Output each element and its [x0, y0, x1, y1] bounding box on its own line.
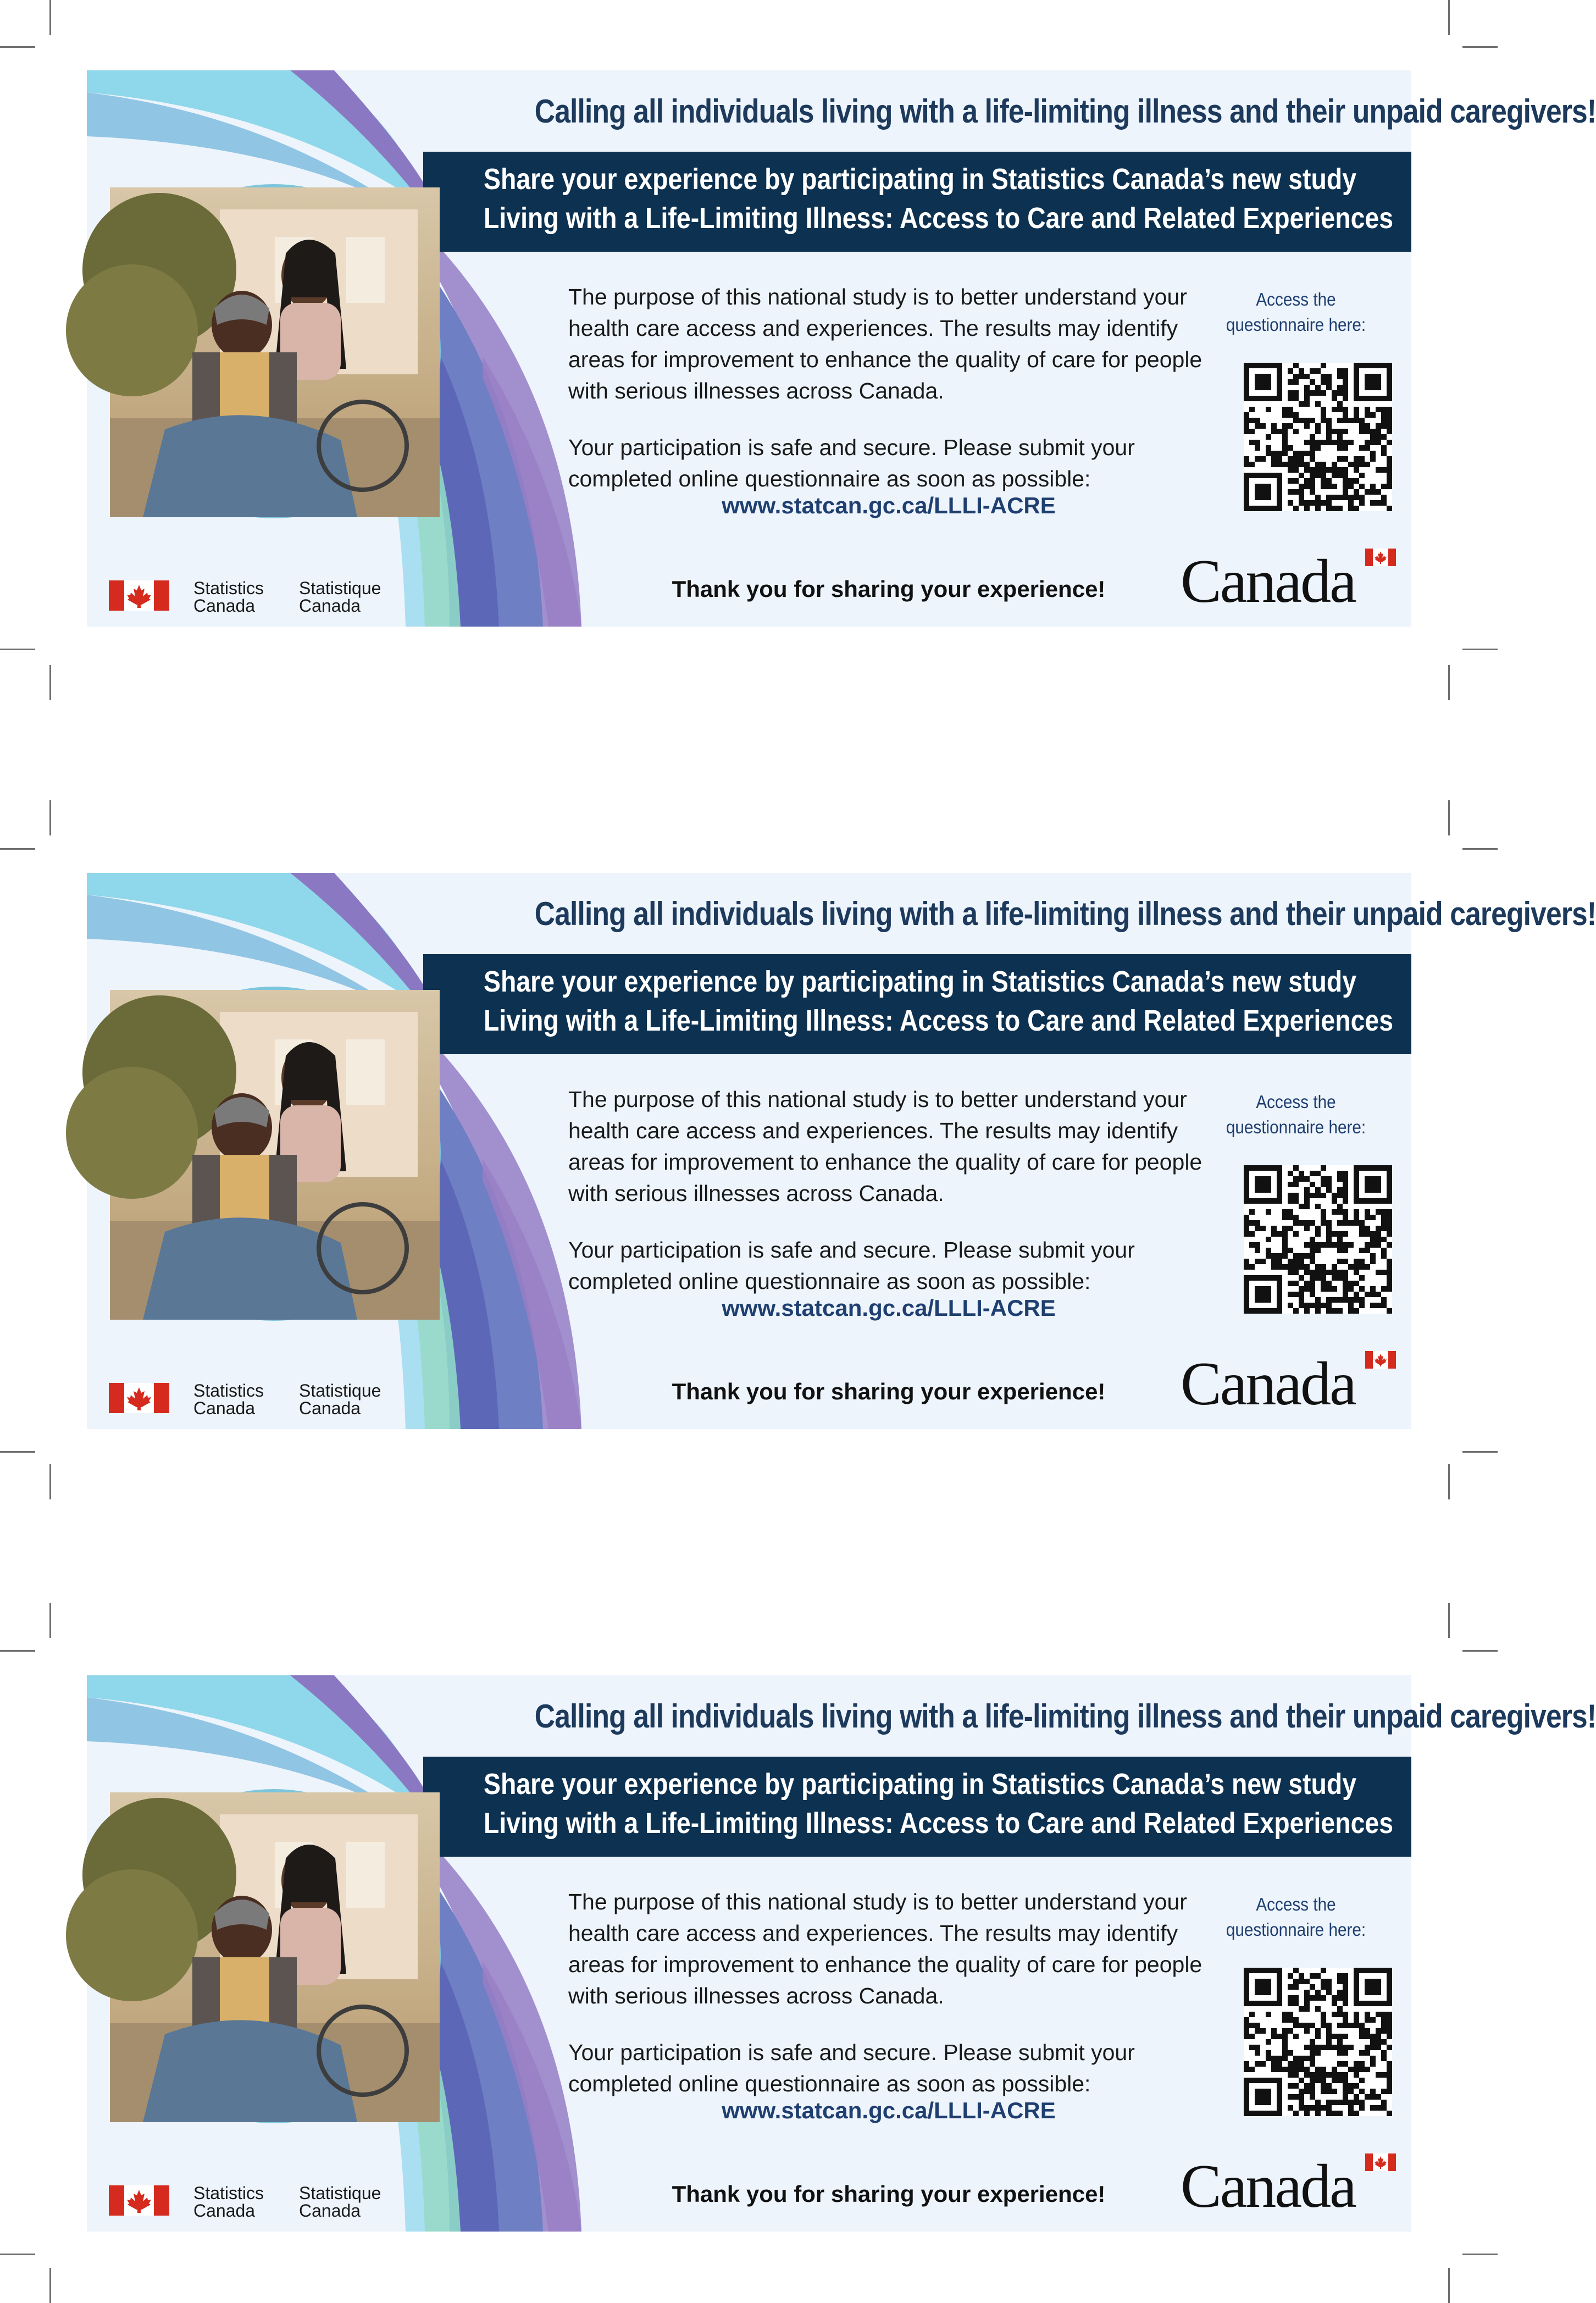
- headline: Calling all individuals living with a life-limiting illness and their unpaid caregivers!: [534, 1698, 1596, 1735]
- thank-you-text: Thank you for sharing your experience!: [672, 1379, 1106, 1404]
- study-title-line-1: Share your experience by participating in Statistics Canada’s new study: [484, 163, 1357, 196]
- study-title-line-2: Living with a Life-Limiting Illness: Access to Care and Related Experiences: [484, 202, 1394, 235]
- qr-caption-line-2: questionnaire here:: [1226, 1919, 1366, 1940]
- signature-english: [193, 2184, 264, 2219]
- qr-caption-line-2: questionnaire here:: [1226, 314, 1366, 335]
- questionnaire-link[interactable]: www.statcan.gc.ca/LLLI-ACRE: [722, 1295, 1056, 1321]
- purpose-paragraph: The purpose of this national study is to better understand your health care access and experiences. The results may identify areas for improvement to enhance the quality of care for people with serious illnesses across Canada.: [568, 1889, 1202, 2008]
- signature-english-line-2: Canada: [193, 1398, 256, 1418]
- canada-flag-icon: [109, 2185, 169, 2216]
- signature-english-line-1: Statistics: [193, 578, 264, 598]
- signature-french-line-1: Statistique: [299, 1381, 381, 1400]
- crop-mark: [49, 1603, 51, 1638]
- study-title-line-1: Share your experience by participating in Statistics Canada’s new study: [484, 965, 1357, 998]
- invitation-card-2: [87, 873, 1596, 1429]
- qr-caption-line-1: Access the: [1256, 1092, 1336, 1112]
- signature-french-line-2: Canada: [299, 1398, 361, 1418]
- qr-caption: [1217, 1089, 1375, 1140]
- headline: Calling all individuals living with a life-limiting illness and their unpaid caregivers!: [534, 93, 1596, 130]
- crop-mark: [1448, 665, 1450, 700]
- thank-you-text: Thank you for sharing your experience!: [672, 2181, 1106, 2207]
- study-title-line-1: Share your experience by participating in Statistics Canada’s new study: [484, 1768, 1357, 1801]
- qr-caption-line-2: questionnaire here:: [1226, 1117, 1366, 1137]
- participation-paragraph: Your participation is safe and secure. Please submit your completed online questionnaire as soon as possible:: [568, 435, 1135, 491]
- study-title-line-2: Living with a Life-Limiting Illness: Access to Care and Related Experiences: [484, 1004, 1394, 1037]
- signature-french-line-1: Statistique: [299, 2183, 381, 2203]
- signature-english-line-1: Statistics: [193, 1381, 264, 1400]
- signature-english-line-2: Canada: [193, 596, 256, 616]
- crop-mark: [49, 665, 51, 700]
- crop-mark: [49, 2268, 51, 2303]
- crop-mark: [1448, 0, 1450, 35]
- crop-mark: [0, 46, 35, 48]
- signature-english-line-1: Statistics: [193, 2183, 264, 2203]
- wordmark-flag-icon: [1365, 549, 1396, 566]
- canada-wordmark-text: Canada: [1181, 2152, 1355, 2221]
- crop-mark: [0, 649, 35, 650]
- signature-french: [299, 2184, 381, 2219]
- signature-french-line-1: Statistique: [299, 578, 381, 598]
- crop-mark: [1448, 1603, 1450, 1638]
- caregiver-photo: [107, 987, 441, 1321]
- invitation-card-3: [87, 1675, 1596, 2232]
- thank-you-text: Thank you for sharing your experience!: [672, 576, 1106, 602]
- signature-french-line-2: Canada: [299, 2201, 361, 2221]
- signature-french-line-2: Canada: [299, 596, 361, 616]
- crop-mark: [1462, 848, 1498, 850]
- crop-mark: [1448, 2268, 1450, 2303]
- wordmark-flag-icon: [1365, 1351, 1396, 1369]
- signature-english-line-2: Canada: [193, 2201, 256, 2221]
- signature-english: [193, 1382, 264, 1417]
- headline: Calling all individuals living with a life-limiting illness and their unpaid caregivers!: [534, 895, 1596, 932]
- crop-mark: [49, 0, 51, 35]
- crop-mark: [1462, 2254, 1498, 2255]
- crop-mark: [0, 1451, 35, 1453]
- crop-mark: [1462, 1451, 1498, 1453]
- participation-paragraph: Your participation is safe and secure. Please submit your completed online questionnaire as soon as possible:: [568, 1237, 1135, 1294]
- signature-french: [299, 1382, 381, 1417]
- qr-caption: [1217, 1892, 1375, 1942]
- crop-mark: [49, 800, 51, 835]
- purpose-paragraph: The purpose of this national study is to better understand your health care access and experiences. The results may identify areas for improvement to enhance the quality of care for people with serious illnesses across Canada.: [568, 284, 1202, 403]
- qr-caption-line-1: Access the: [1256, 289, 1336, 309]
- crop-mark: [0, 2254, 35, 2255]
- qr-caption-line-1: Access the: [1256, 1894, 1336, 1914]
- crop-mark: [0, 1650, 35, 1652]
- qr-code-icon[interactable]: [1244, 363, 1392, 511]
- crop-mark: [1462, 649, 1498, 650]
- canada-wordmark: [1181, 1351, 1400, 1417]
- purpose-paragraph: The purpose of this national study is to better understand your health care access and experiences. The results may identify areas for improvement to enhance the quality of care for people with serious illnesses across Canada.: [568, 1087, 1202, 1206]
- canada-wordmark: [1181, 549, 1400, 614]
- participation-paragraph: Your participation is safe and secure. Please submit your completed online questionnaire as soon as possible:: [568, 2040, 1135, 2096]
- study-title-line-2: Living with a Life-Limiting Illness: Access to Care and Related Experiences: [484, 1807, 1394, 1840]
- questionnaire-link[interactable]: www.statcan.gc.ca/LLLI-ACRE: [722, 2097, 1056, 2123]
- signature-french: [299, 579, 381, 614]
- questionnaire-link[interactable]: www.statcan.gc.ca/LLLI-ACRE: [722, 492, 1056, 518]
- crop-mark: [1462, 46, 1498, 48]
- qr-caption: [1217, 287, 1375, 337]
- canada-wordmark-text: Canada: [1181, 547, 1355, 616]
- canada-flag-icon: [109, 580, 169, 611]
- qr-code-icon[interactable]: [1244, 1165, 1392, 1314]
- caregiver-photo: [107, 1789, 441, 2123]
- canada-wordmark: [1181, 2153, 1400, 2219]
- crop-mark: [1448, 1464, 1450, 1499]
- crop-mark: [0, 848, 35, 850]
- signature-english: [193, 579, 264, 614]
- crop-mark: [1462, 1650, 1498, 1652]
- canada-flag-icon: [109, 1383, 169, 1413]
- crop-mark: [49, 1464, 51, 1499]
- invitation-card-1: [87, 70, 1596, 627]
- crop-mark: [1448, 800, 1450, 835]
- canada-wordmark-text: Canada: [1181, 1350, 1355, 1418]
- caregiver-photo: [107, 184, 441, 518]
- qr-code-icon[interactable]: [1244, 1968, 1392, 2116]
- wordmark-flag-icon: [1365, 2153, 1396, 2171]
